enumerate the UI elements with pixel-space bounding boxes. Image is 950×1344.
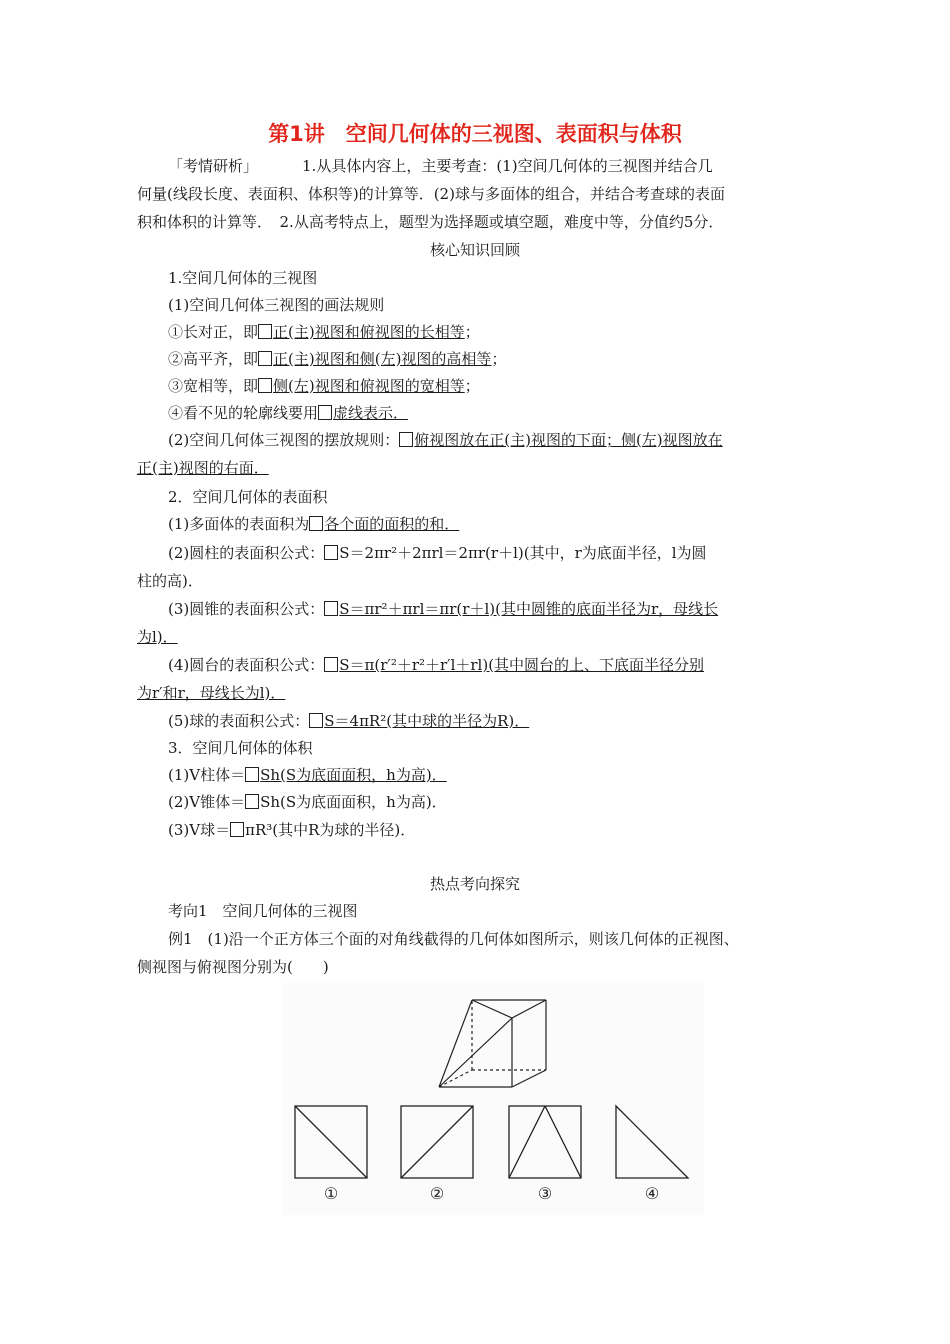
blank-box <box>324 601 338 616</box>
blank-box <box>230 822 244 837</box>
volume-1-text: (1)V柱体＝ <box>168 766 246 784</box>
option-1-label: ① <box>323 1184 339 1203</box>
placement-rule-text: (2)空间几何体三视图的摆放规则： <box>168 431 400 449</box>
option-3-label: ③ <box>537 1184 553 1203</box>
volume-3-answer: πR³(其中R为球的半径)． <box>245 821 416 839</box>
blank-box <box>258 324 272 339</box>
section-heading-review: 核心知识回顾 <box>429 241 520 259</box>
analysis-line-1 <box>168 155 713 177</box>
surface-1 <box>168 513 459 535</box>
placement-rule-line-1 <box>168 429 723 451</box>
surface-4-cont <box>137 682 285 704</box>
analysis-line-2: 何量(线段长度、表面积、体积等)的计算等．(2)球与多面体的组合，并结合考查球的表面 <box>137 185 725 203</box>
rule-2-answer: 正(主)视图和侧(左)视图的高相等 <box>273 350 492 368</box>
blank-box <box>309 713 323 728</box>
figure-background <box>282 983 704 1215</box>
section-heading-hot: 热点考向探究 <box>429 875 520 893</box>
blank-box <box>258 378 272 393</box>
s2-heading: 2．空间几何体的表面积 <box>168 488 328 506</box>
rule-1 <box>168 321 480 343</box>
blank-box <box>245 794 259 809</box>
surface-5-answer: S＝4πR²(其中球的半径为R)． <box>324 712 530 730</box>
surface-4-answer-cont: 为r′和r，母线长为l)． <box>137 684 286 702</box>
placement-rule-answer: 俯视图放在正(主)视图的下面；侧(左)视图放在 <box>414 431 723 449</box>
surface-3 <box>168 598 718 620</box>
blank-box <box>245 767 259 782</box>
blank-box <box>258 351 272 366</box>
page-title: 第1讲 空间几何体的三视图、表面积与体积 <box>268 122 682 146</box>
blank-box <box>318 405 332 420</box>
surface-3-cont <box>137 626 178 648</box>
volume-3 <box>168 819 415 841</box>
rule-2-text: ②高平齐，即 <box>168 350 259 368</box>
placement-rule-line-2 <box>137 457 269 479</box>
surface-3-answer: S＝πr²＋πrl＝πr(r＋l)(其中圆锥的底面半径为r，母线长 <box>339 600 719 618</box>
blank-box <box>324 545 338 560</box>
blank-box <box>309 516 323 531</box>
surface-1-text: (1)多面体的表面积为 <box>168 515 310 533</box>
example-figure <box>282 983 704 1215</box>
blank-box <box>324 657 338 672</box>
volume-1-answer: Sh(S为底面面积，h为高)． <box>260 766 447 784</box>
direction-1: 考向1 空间几何体的三视图 <box>168 902 358 920</box>
surface-5-text: (5)球的表面积公式： <box>168 712 310 730</box>
s1-heading: 1.空间几何体的三视图 <box>168 269 318 287</box>
rule-4-text: ④看不见的轮廓线要用 <box>168 404 319 422</box>
rule-2 <box>168 348 506 370</box>
rule-2-end: ； <box>491 350 507 368</box>
s1-sub1: (1)空间几何体三视图的画法规则 <box>168 296 385 314</box>
rule-3 <box>168 375 480 397</box>
surface-2-cont: 柱的高)． <box>137 572 203 590</box>
placement-rule-answer-cont: 正(主)视图的右面． <box>137 459 269 477</box>
analysis-label: 「考情研析」 <box>168 157 259 175</box>
example-1-line-2: 侧视图与俯视图分别为( ) <box>137 958 329 976</box>
surface-3-text: (3)圆锥的表面积公式： <box>168 600 325 618</box>
surface-2 <box>168 542 707 564</box>
s3-heading: 3．空间几何体的体积 <box>168 739 313 757</box>
example-1-line-1: 例1 (1)沿一个正方体三个面的对角线截得的几何体如图所示，则该几何体的正视图、 <box>168 930 739 948</box>
rule-4 <box>168 402 408 424</box>
option-4-label: ④ <box>644 1184 660 1203</box>
rule-1-end: ； <box>464 323 480 341</box>
rule-3-end: ； <box>464 377 480 395</box>
analysis-text-1: 1.从具体内容上，主要考查：(1)空间几何体的三视图并结合几 <box>302 157 713 175</box>
surface-4-answer: S＝π(r′²＋r²＋r′l＋rl)(其中圆台的上、下底面半径分别 <box>339 656 705 674</box>
option-2-label: ② <box>429 1184 445 1203</box>
surface-5 <box>168 710 529 732</box>
surface-2-text: (2)圆柱的表面积公式： <box>168 544 325 562</box>
surface-3-answer-cont: 为l)． <box>137 628 178 646</box>
surface-2-answer: S＝2πr²＋2πrl＝2πr(r＋l)(其中，r为底面半径，l为圆 <box>339 544 707 562</box>
surface-4 <box>168 654 704 676</box>
volume-1 <box>168 764 447 786</box>
surface-1-answer: 各个面的面积的和． <box>324 515 460 533</box>
analysis-line-3: 积和体积的计算等． 2.从高考特点上，题型为选择题或填空题，难度中等，分值约5分． <box>137 213 724 231</box>
surface-4-text: (4)圆台的表面积公式： <box>168 656 325 674</box>
rule-3-answer: 侧(左)视图和俯视图的宽相等 <box>273 377 465 395</box>
volume-3-text: (3)V球＝ <box>168 821 231 839</box>
volume-2-answer: Sh(S为底面面积，h为高)． <box>260 793 447 811</box>
blank-box <box>399 432 413 447</box>
volume-2-text: (2)V锥体＝ <box>168 793 246 811</box>
volume-2 <box>168 791 447 813</box>
rule-1-text: ①长对正，即 <box>168 323 259 341</box>
rule-1-answer: 正(主)视图和俯视图的长相等 <box>273 323 465 341</box>
rule-4-answer: 虚线表示． <box>333 404 409 422</box>
rule-3-text: ③宽相等，即 <box>168 377 259 395</box>
